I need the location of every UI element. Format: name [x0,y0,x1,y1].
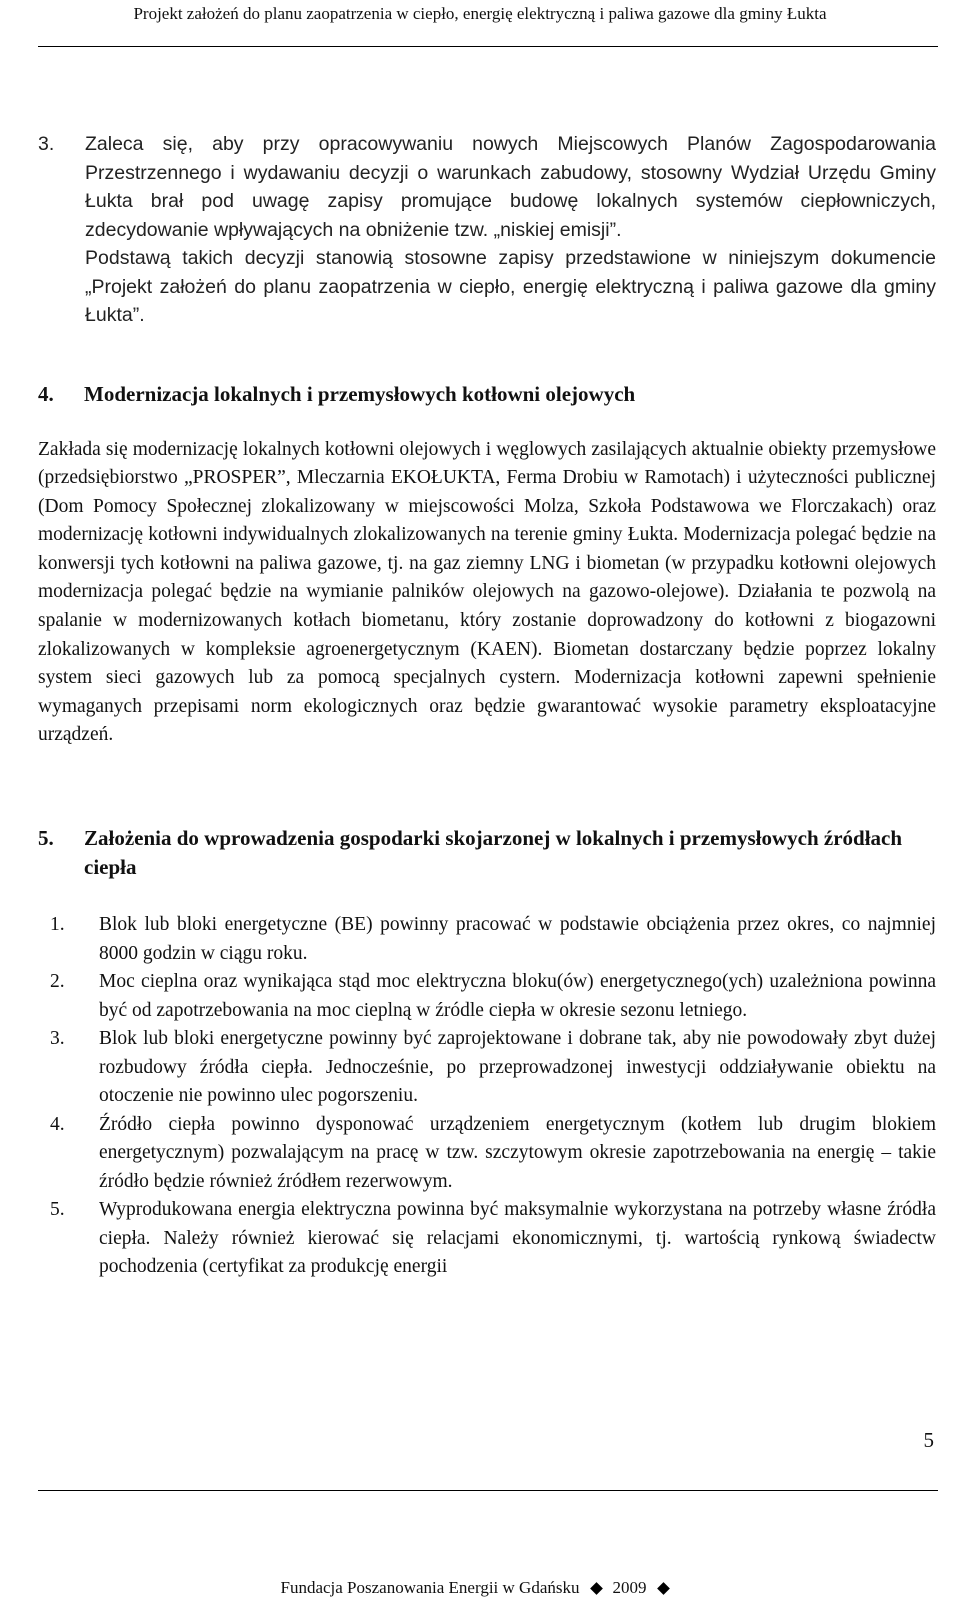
section-heading-4 [38,380,936,408]
list-item-text: Wyprodukowana energia elektryczna powinna być maksymalnie wykorzystana na potrzeby własne źródła ciepła. Należy również kierować się relacjami ekonomicznymi, tj. wartością rynkową świadectw pochodzenia (certyfikat za produkcję energii [99,1199,936,1278]
page-content [38,130,936,1282]
list-item-text: Blok lub bloki energetyczne powinny być zaprojektowane i dobrane tak, aby nie powodowały zbyt dużej rozbudowy źródła ciepła. Jednocześnie, po przeprowadzonej inwestycji oddziaływanie obiektu na otoczenie nie powinno ulec pogorszeniu. [99,1028,936,1107]
list-number: 4. [50,1113,65,1135]
list-item [38,911,936,968]
footer-year: 2009 [612,1578,647,1597]
section-4-paragraph: Zakłada się modernizację lokalnych kotłowni olejowych i węglowych zasilających aktualnie obiekty przemysłowe (przedsiębiorstwo „PROSPER”, Mleczarnia EKOŁUKTA, Ferma Drobiu w Ramotach) i użyteczności publicznej (Dom Pomocy Społecznej zlokalizowany w miejscowości Molza, Szkoła Podstawowa we Florczakach) oraz modernizację kotłowni indywidualnych zlokalizowanych na terenie gminy Łukta. Modernizacja polegać będzie na konwersji tych kotłowni na paliwa gazowe, tj. na gaz ziemny LNG i biometan (w przypadku kotłowni olejowych modernizacja polegać będzie na wymianie palników olejowych na gazowo-olejowe). Działania te pozwolą na spalanie w modernizowanych kotłach biometanu, który zostanie doprowadzony do kotłowni z biogazowni zlokalizowanych w kompleksie agroenergetycznym (KAEN). Biometan dostarczany będzie poprzez lokalny system sieci gazowych lub za pomocą specjalnych cystern. Modernizacja kotłowni zapewni spełnienie wymaganych przepisami norm ekologicznych oraz będzie gwarantować wysokie parametry eksploatacyjne urządzeń. [38,438,936,746]
list-number: 1. [50,914,65,936]
item3-text-part1: Zaleca się, aby przy opracowywaniu nowych Miejscowych Planów Zagospodarowania Przestrzennego i wydawaniu decyzji o warunkach zabudowy, stosowny Wydział Urzędu Gminy Łukta brał pod uwagę zapisy promujące budowę lokalnych systemów ciepłowniczych, zdecydowanie wpływających na obniżenie tzw. „niskiej emisji”. [85,133,936,241]
list-item-text: Źródło ciepła powinno dysponować urządzeniem energetycznym (kotłem lub drugim blokiem energetycznym) pozwalającym na pracę w tzw. szczytowym okresie zapotrzebowania na energię – takie źródło będzie również źródłem rezerwowym. [99,1113,936,1192]
footer-organization: Fundacja Poszanowania Energii w Gdańsku [280,1578,580,1597]
footer-divider [38,1490,938,1491]
list-item [38,968,936,1025]
section-heading-5 [38,824,936,882]
diamond-icon [657,1582,670,1595]
diamond-icon [590,1582,603,1595]
section-number: 4. [38,381,54,406]
section-number: 5. [38,826,54,851]
page-number: 5 [923,1428,934,1452]
list-number: 3. [50,1028,65,1050]
list-item [38,1196,936,1282]
section-5-list [38,911,936,1282]
list-item [38,1025,936,1111]
list-item-3 [38,130,936,330]
section-title: Założenia do wprowadzenia gospodarki skojarzonej w lokalnych i przemysłowych źródłach ciepła [84,826,903,880]
list-item-text: Moc cieplna oraz wynikająca stąd moc elektryczna bloku(ów) energetycznego(ych) uzależniona powinna być od zapotrzebowania na moc cieplną w źródle ciepła w okresie sezonu letniego. [99,971,936,1021]
list-item-text: Blok lub bloki energetyczne (BE) powinny pracować w podstawie obciążenia przez okres, co najmniej 8000 godzin w ciągu roku. [99,914,936,964]
list-number: 2. [50,971,65,993]
header-divider [38,46,938,47]
section-title: Modernizacja lokalnych i przemysłowych kotłowni olejowych [84,381,636,406]
list-number: 5. [50,1199,65,1221]
list-number: 3. [38,133,55,155]
list-item [38,1111,936,1197]
running-footer [0,1577,960,1599]
list-item-text [85,130,936,330]
running-header: Projekt założeń do planu zaopatrzenia w ciepło, energię elektryczną i paliwa gazowe dla gminy Łukta [133,4,827,23]
item3-text-part2: Podstawą takich decyzji stanowią stosowne zapisy przedstawione w niniejszym dokumencie „Projekt założeń do planu zaopatrzenia w ciepło, energię elektryczną i paliwa gazowe dla gminy Łukta”. [85,247,936,326]
